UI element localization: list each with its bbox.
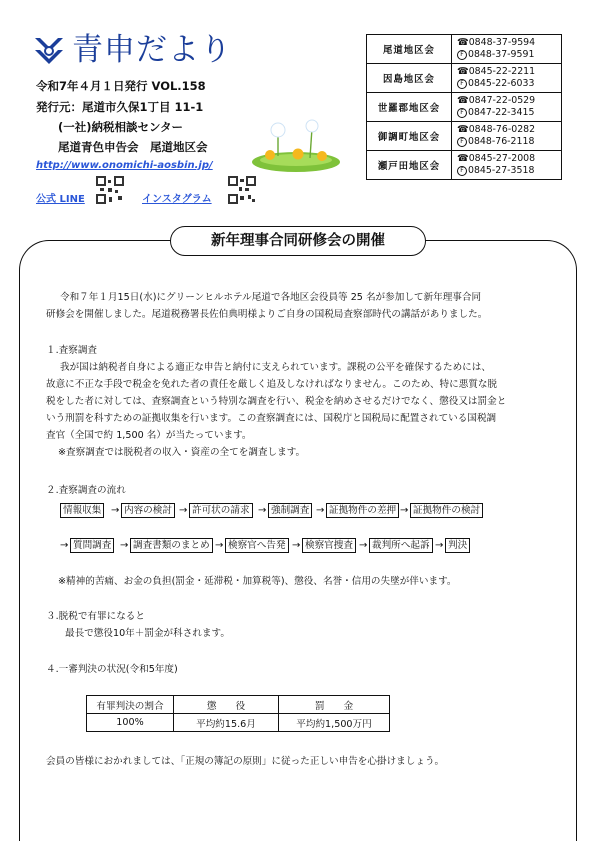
tel-line: [457, 95, 561, 107]
fax-line: [457, 78, 561, 90]
district-row: [367, 64, 562, 93]
flow-step: 裁判所へ起訴: [369, 538, 433, 553]
flow-arrow: →: [179, 505, 188, 516]
flow-arrow: →: [258, 505, 267, 516]
section-1-line-2: 故意に不正な手段で税金を免れた者の責任を厳しく追及しなければなりません。このため、特に悪質な脱: [46, 379, 498, 390]
district-row: [367, 151, 562, 180]
tel-number: 0848-37-9594: [468, 37, 536, 48]
closing-message: 会員の皆様におかれましては、「正規の簿記の原則」に従った正しい申告を心掛けましょう。: [46, 756, 445, 767]
district-phones: [452, 151, 562, 180]
district-contact-table: [366, 34, 562, 180]
fax-line: [457, 107, 561, 119]
flow-step: 検察官へ告発: [225, 538, 289, 553]
intro-line-1: 令和７年１月15日(水)にグリーンヒルホテル尾道で各地区会役員等 25 名が参加して新年理事合同: [60, 292, 482, 303]
phone-icon: ☎: [457, 66, 469, 77]
tel-line: [457, 153, 561, 165]
flow-arrow: →: [60, 540, 69, 551]
tel-line: [457, 37, 561, 49]
association-logo-icon: [32, 34, 66, 68]
table-header-rate: 有罪判決の割合: [87, 696, 174, 714]
district-name: 尾道地区会: [367, 35, 452, 64]
fax-number: 0845-27-3518: [468, 165, 535, 176]
section-3-heading: ３.脱税で有罪になると: [46, 611, 145, 622]
section-1-line-3: 税をした者に対しては、査察調査という特別な調査を行い、税金を納めさせるだけでなく、懲役又は罰金と: [46, 396, 507, 407]
flow-arrow: →: [120, 540, 129, 551]
section-2-heading: ２.査察調査の流れ: [46, 485, 126, 496]
district-name: 御調町地区会: [367, 122, 452, 151]
flow-step: 内容の検討: [121, 503, 175, 518]
phone-icon: ☎: [457, 37, 469, 48]
intro-line-2: 研修会を開催しました。尾道税務署長佐伯典明様よりご自身の国税局査察部時代の講話がありました。: [46, 309, 488, 320]
dandelion-illustration-icon: [248, 118, 344, 174]
section-1-line-4: いう刑罰を科すための証拠収集を行います。この査察調査には、国税庁と国税局に配置されている国税調: [46, 413, 497, 424]
district-name: 因島地区会: [367, 64, 452, 93]
line-link[interactable]: 公式 LINE: [36, 194, 85, 205]
section-1-line-5: 査官（全国で約 1,500 名）が当たっています。: [46, 430, 252, 441]
tel-number: 0845-27-2008: [468, 153, 536, 164]
section-1-note: ※査察調査では脱税者の収入・資産の全てを調査します。: [58, 447, 306, 458]
flow-step: 許可状の請求: [189, 503, 253, 518]
tel-number: 0848-76-0282: [468, 124, 536, 135]
table-cell-fine: 平均約1,500万円: [279, 714, 390, 732]
organization-line: (一社)納税相談センター: [58, 120, 184, 134]
flow-arrow: →: [292, 540, 301, 551]
verdict-stats-table: [86, 695, 390, 732]
district-phones: [452, 93, 562, 122]
flow-arrow: →: [316, 505, 325, 516]
flow-arrow: →: [111, 505, 120, 516]
flow-arrow: →: [215, 540, 224, 551]
fax-number: 0848-76-2118: [468, 136, 535, 147]
fax-line: [457, 136, 561, 148]
fax-icon: F: [457, 79, 467, 89]
fax-number: 0848-37-9591: [468, 49, 535, 60]
flow-step: 強制調査: [268, 503, 312, 518]
district-row: [367, 93, 562, 122]
district-row: [367, 122, 562, 151]
section-3-body: 最長で懲役10年＋罰金が科されます。: [65, 628, 230, 639]
association-line: 尾道青色申告会 尾道地区会: [58, 140, 208, 154]
district-name: 瀬戸田地区会: [367, 151, 452, 180]
flow-arrow: →: [400, 505, 409, 516]
tel-line: [457, 124, 561, 136]
flow-step: 質問調査: [70, 538, 114, 553]
fax-line: [457, 165, 561, 177]
fax-line: [457, 49, 561, 61]
issue-line: 令和7年４月１日発行 VOL.158: [36, 79, 206, 93]
district-row: [367, 35, 562, 64]
line-qr-code-icon: [96, 176, 124, 204]
flow-step: 情報収集: [60, 503, 104, 518]
publisher-line: 発行元：尾道市久保1丁目 11-1: [36, 100, 204, 114]
tel-line: [457, 66, 561, 78]
table-header-prison: 懲 役: [174, 696, 279, 714]
flow-step: 証拠物件の検討: [410, 503, 483, 518]
phone-icon: ☎: [457, 95, 469, 106]
fax-number: 0847-22-3415: [468, 107, 535, 118]
tel-number: 0847-22-0529: [468, 95, 536, 106]
section-4-heading: ４.一審判決の状況(令和5年度): [46, 664, 178, 675]
district-phones: [452, 122, 562, 151]
phone-icon: ☎: [457, 124, 469, 135]
district-name: 世羅郡地区会: [367, 93, 452, 122]
section-1-line-1: 我が国は納税者自身による適正な申告と納付に支えられています。課税の公平を確保するためには、: [60, 362, 491, 373]
tel-number: 0845-22-2211: [468, 66, 536, 77]
flow-step: 証拠物件の差押: [326, 503, 399, 518]
flow-arrow: →: [359, 540, 368, 551]
fax-icon: F: [457, 166, 467, 176]
fax-icon: F: [457, 108, 467, 118]
district-phones: [452, 35, 562, 64]
newsletter-title: 青申だより: [72, 32, 232, 68]
flow-row-1: [60, 503, 540, 519]
website-link[interactable]: http://www.onomichi-aosbin.jp/: [36, 160, 213, 171]
table-header-fine: 罰 金: [279, 696, 390, 714]
fax-icon: F: [457, 137, 467, 147]
section-1-heading: １.査察調査: [46, 345, 98, 356]
fax-number: 0845-22-6033: [468, 78, 535, 89]
phone-icon: ☎: [457, 153, 469, 164]
instagram-link[interactable]: インスタグラム: [142, 194, 212, 205]
instagram-qr-code-icon: [228, 176, 256, 204]
article-title: 新年理事合同研修会の開催: [170, 226, 426, 256]
flow-step: 調査書類のまとめ: [130, 538, 213, 553]
district-phones: [452, 64, 562, 93]
flow-arrow: →: [435, 540, 444, 551]
fax-icon: F: [457, 50, 467, 60]
section-2-note: ※精神的苦痛、お金の負担(罰金・延滞税・加算税等)、懲役、名誉・信用の失墜が伴います。: [58, 576, 457, 587]
flow-step: 判決: [445, 538, 470, 553]
flow-step: 検察官捜査: [302, 538, 356, 553]
flow-row-2: [60, 538, 540, 554]
table-cell-prison: 平均約15.6月: [174, 714, 279, 732]
table-cell-rate: 100%: [87, 714, 174, 732]
